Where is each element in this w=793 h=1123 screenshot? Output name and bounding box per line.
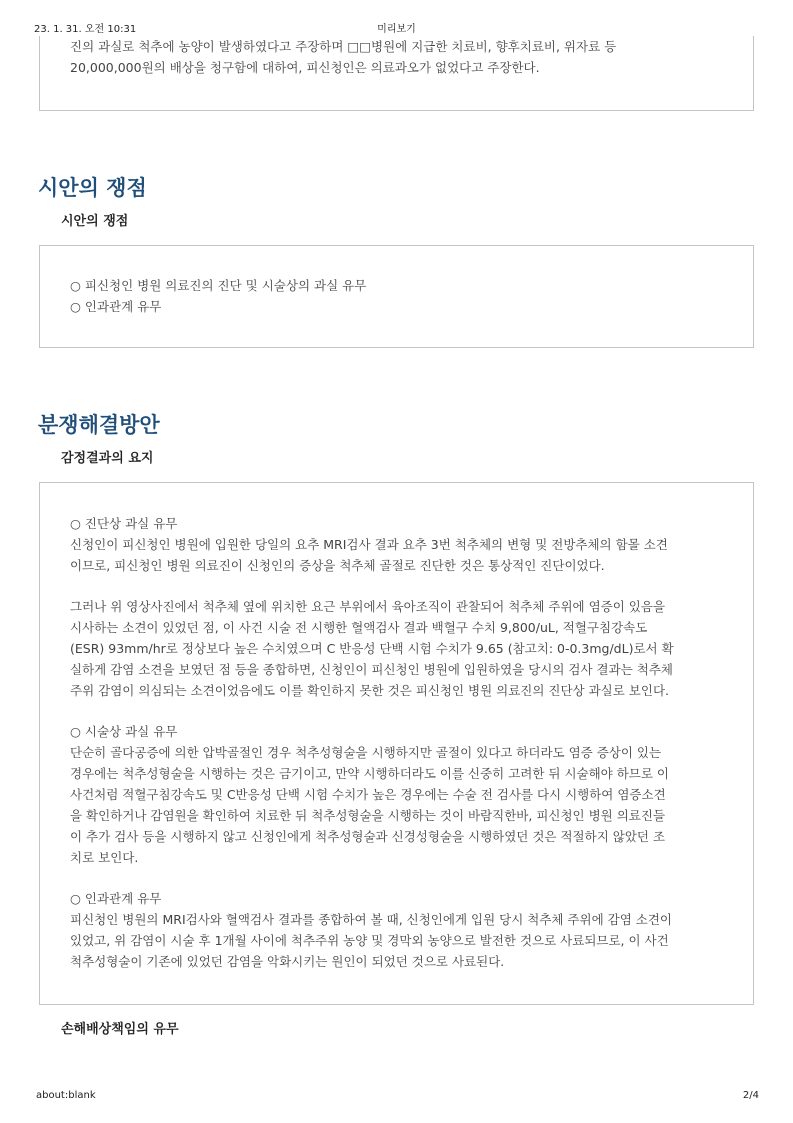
page-number: 2/4 bbox=[742, 1090, 759, 1101]
issue-item: ○ 피신청인 병원 의료진의 진단 및 시술상의 과실 유무 bbox=[70, 278, 367, 293]
case-summary-box bbox=[39, 36, 754, 111]
issues-section-title: 시안의 쟁점 bbox=[38, 176, 147, 200]
print-datetime: 23. 1. 31. 오전 10:31 bbox=[34, 24, 137, 35]
expert-opinion-subtitle: 감정결과의 요지 bbox=[61, 451, 154, 466]
opinion-paragraph-procedure: ○ 시술상 과실 유무 단순히 골다공증에 의한 압박골절인 경우 척추성형술을 시행하지만 골절이 있다고 하더라도 염증 증상이 있는 경우에는 척추성형술을 시행하는 것은 금기이고, 만약 시행하더라도 이를 신중히 고려한 뒤 시술해야 하므로 이 사건처럼 적혈구침강속도 및 C반응성 단백 시험 수치가 높은 경우에는 수술 전 검사를 다시 시행하여 염증소견 을 확인하거나 감염원을 확인하여 치료한 뒤 척추성형술을 시행하는 것이 바람직한바, 피신청인 병원 의료진들 이 추가 검사 등을 시행하지 않고 신청인에게 척추성형술과 신경성형술을 시행하였던 것은 적절하지 않았던 조 치로 보인다. bbox=[70, 724, 670, 865]
case-summary-line: 진의 과실로 척추에 농양이 발생하였다고 주장하며 □□병원에 지급한 치료비, 향후치료비, 위자료 등 bbox=[70, 39, 617, 54]
case-summary-line: 20,000,000원의 배상을 청구함에 대하여, 피신청인은 의료과오가 없었다고 주장한다. bbox=[70, 60, 540, 75]
print-title: 미리보기 bbox=[377, 24, 416, 35]
issues-subtitle: 시안의 쟁점 bbox=[61, 214, 129, 229]
opinion-paragraph-diagnosis: ○ 진단상 과실 유무 신청인이 피신청인 병원에 입원한 당일의 요추 MRI검사 결과 요추 3번 척추체의 변형 및 전방추체의 함몰 소견 이므로, 피신청인 병원 의료진이 신청인의 증상을 척추체 골절로 진단한 것은 통상적인 진단이었다. bbox=[70, 516, 668, 573]
liability-subtitle: 손해배상책임의 유무 bbox=[61, 1022, 179, 1037]
issue-item: ○ 인과관계 유무 bbox=[70, 299, 162, 314]
case-summary-text bbox=[70, 36, 727, 78]
resolution-section-title: 분쟁해결방안 bbox=[38, 413, 160, 437]
page-url: about:blank bbox=[36, 1090, 96, 1101]
issues-list bbox=[70, 275, 727, 317]
expert-opinion-text bbox=[70, 513, 727, 972]
opinion-paragraph-findings: 그러나 위 영상사진에서 척추체 옆에 위치한 요근 부위에서 육아조직이 관찰되어 척추체 주위에 염증이 있음을 시사하는 소견이 있었던 점, 이 사건 시술 전 시행한 혈액검사 결과 백혈구 수치 9,800/uL, 적혈구침강속도 (ESR) 93mm/hr로 정상보다 높은 수치였으며 C 반응성 단백 시험 수치가 9.65 (참고치: 0-0.3mg/dL)로서 확 실하게 감염 소견을 보였던 점 등을 종합하면, 신청인이 피신청인 병원에 입원하였을 당시의 검사 결과는 척추체 주위 감염이 의심되는 소견이었음에도 이를 확인하지 못한 것은 피신청인 병원 의료진의 진단상 과실로 보인다. bbox=[70, 599, 674, 698]
opinion-paragraph-causation: ○ 인과관계 유무 피신청인 병원의 MRI검사와 혈액검사 결과를 종합하여 볼 때, 신청인에게 입원 당시 척추체 주위에 감염 소견이 있었고, 위 감염이 시술 후 1개월 사이에 척추주위 농양 및 경막외 농양으로 발전한 것으로 사료되므로, 이 사건 척추성형술이 기존에 있었던 감염을 악화시키는 원인이 되었던 것으로 사료된다. bbox=[70, 891, 672, 969]
issues-box bbox=[39, 245, 754, 348]
expert-opinion-box bbox=[39, 482, 754, 1005]
